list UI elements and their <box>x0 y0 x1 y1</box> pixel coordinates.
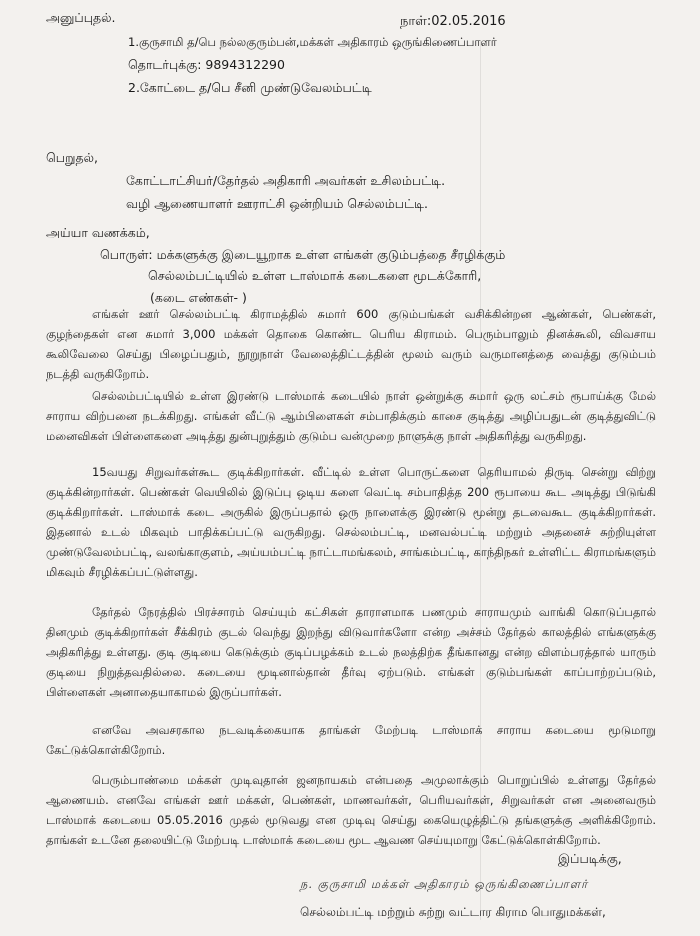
paragraph-1: எங்கள் ஊர் செல்லம்பட்டி கிராமத்தில் சுமார் 600 குடும்பங்கள் வசிக்கின்றன ஆண்கள், பெண்கள், குழந்தைகள் என சுமார் 3,000 மக்கள் தொகை கொண்ட பெரிய கிராமம். பெரும்பாலும் தினக்கூலி, விவசாய கூலிவேலை செய்து பிழைப்பதும், நூறுநாள் வேலைத்திட்டத்தின் மூலம் வரும் வருமானத்தை வைத்து குடும்பம் நடத்தி வருகிறோம். <box>46 307 656 381</box>
sender-phone: தொடர்புக்கு: 9894312290 <box>128 57 285 72</box>
recipient-2: வழி ஆணையாளர் ஊராட்சி ஒன்றியம் செல்லம்பட்டி. <box>126 196 428 211</box>
paragraph-6: பெரும்பாண்மை மக்கள் முடிவுதான் ஜனநாயகம் என்பதை அமுலாக்கும் பொறுப்பில் உள்ளது தேர்தல் ஆணையம். எனவே எங்கள் ஊர் மக்கள், பெண்கள், மாணவர்கள், பெரியவர்கள், சிறுவர்கள் என அனைவரும் டாஸ்மாக் கடையை 05.05.2016 முதல் மூடுவது என முடிவு செய்து கையெழுத்திட்டு தங்களுக்கு அளிக்கிறோம். தாங்கள் உடனே தலையிட்டு மேற்படி டாஸ்மாக் கடையை மூட ஆவண செய்யுமாறு கேட்டுக்கொள்கிறோம். <box>46 773 656 847</box>
paragraph-4: தேர்தல் நேரத்தில் பிரச்சாரம் செய்யும் கட்சிகள் தாராளமாக பணமும் சாராயமும் வாங்கி கொடுப்பதால் தினமும் குடிக்கிறார்கள் சீக்கிரம் குடல் வெந்து இறந்து விடுவார்களோ என்ற அச்சம் தேர்தல் காலத்தில் எங்களுக்கு அதிகரித்து உள்ளது. குடி குடியை கெடுக்கும் குடிப்பழக்கம் உடல் நலத்திற்க தீங்கானது என்ற விளம்பரத்தால் யாரும் குடியை நிறுத்தவதில்லை. கடையை மூடினால்தான் தீர்வு ஏற்படும். எங்கள் குடும்பங்கள் காப்பாற்றப்படும், பிள்ளைகள் அனாதையாகாமல் இருப்பார்கள். <box>46 605 656 699</box>
to-label: பெறுதல், <box>46 150 98 165</box>
signatory: செல்லம்பட்டி மற்றும் சுற்று வட்டார கிராம பொதுமக்கள், <box>300 905 606 919</box>
sender-1: 1.குருசாமி த/பெ நல்லகுரும்பன்,மக்கள் அதிகாரம் ஒருங்கிணைப்பாளர் <box>128 35 497 49</box>
paragraph-3: 15வயது சிறுவர்கள்கூட குடிக்கிறார்கள். வீட்டில் உள்ள பொருட்களை தெரியாமல் திருடி சென்று விற்று குடிக்கின்றார்கள். பெண்கள் வெயிலில் இடுப்பு ஒடிய களை வெட்டி சம்பாதித்த 200 ரூபாயை கூட அடித்து பிடுங்கி குடிக்கிறார்கள். டாஸ்மாக் கடை அருகில் இருப்பதால் ஒரு நாளைக்கு இரண்டு மூன்று தடவைகூட குடிக்கிறார்கள். இதனால் உடல் மிகவும் பாதிக்கப்பட்டு வருகிறது. செல்லம்பட்டி, மனவல்பட்டி மற்றும் அதனைச் சுற்றியுள்ள முண்டுவேலம்பட்டி, வலங்காகுளம், அய்யம்பட்டி நாட்டாமங்கலம், சாங்கம்பட்டி, காந்திநகர் உள்ளிட்ட கிராமங்களும் மிகவும் சீரழிக்கப்பட்டுள்ளது. <box>46 465 656 579</box>
handwritten-signature: ந. குருசாமி மக்கள் அதிகாரம் ஒருங்கிணைப்பாளர் <box>300 877 589 891</box>
closing: இப்படிக்கு, <box>558 851 622 866</box>
letter-date: நாள்:02.05.2016 <box>400 14 506 29</box>
subject-line-3: (கடை எண்கள்- ) <box>150 290 247 305</box>
salutation: அய்யா வணக்கம், <box>46 225 150 240</box>
sender-2: 2.கோட்டை த/பெ சீனி முண்டுவேலம்பட்டி <box>128 80 372 95</box>
from-label: அனுப்புதல். <box>46 10 116 25</box>
paragraph-5: எனவே அவசரகால நடவடிக்கையாக தாங்கள் மேற்படி டாஸ்மாக் சாராய கடையை மூடுமாறு கேட்டுக்கொள்கிறோம். <box>46 723 656 757</box>
subject-line-1: பொருள்: மக்களுக்கு இடையூறாக உள்ள எங்கள் குடும்பத்தை சீரழிக்கும் <box>100 247 506 262</box>
paragraph-2: செல்லம்பட்டியில் உள்ள இரண்டு டாஸ்மாக் கடையில் நாள் ஒன்றுக்கு சுமார் ஒரு லட்சம் ரூபாய்க்கு மேல் சாராய விற்பனை நடக்கிறது. எங்கள் வீட்டு ஆம்பிளைகள் சம்பாதிக்கும் காசை குடித்து அழிப்பதுடன் குடித்துவிட்டு மனைவிகள் பிள்ளைகளை அடித்து துன்புறுத்தும் குடும்ப வன்முறை நாளுக்கு நாள் அதிகரித்து வருகிறது. <box>46 389 656 443</box>
recipient-1: கோட்டாட்சியர்/தேர்தல் அதிகாரி அவர்கள் உசிலம்பட்டி. <box>126 173 446 188</box>
subject-line-2: செல்லம்பட்டியில் உள்ள டாஸ்மாக் கடைகளை மூடக்கோரி, <box>148 268 482 283</box>
